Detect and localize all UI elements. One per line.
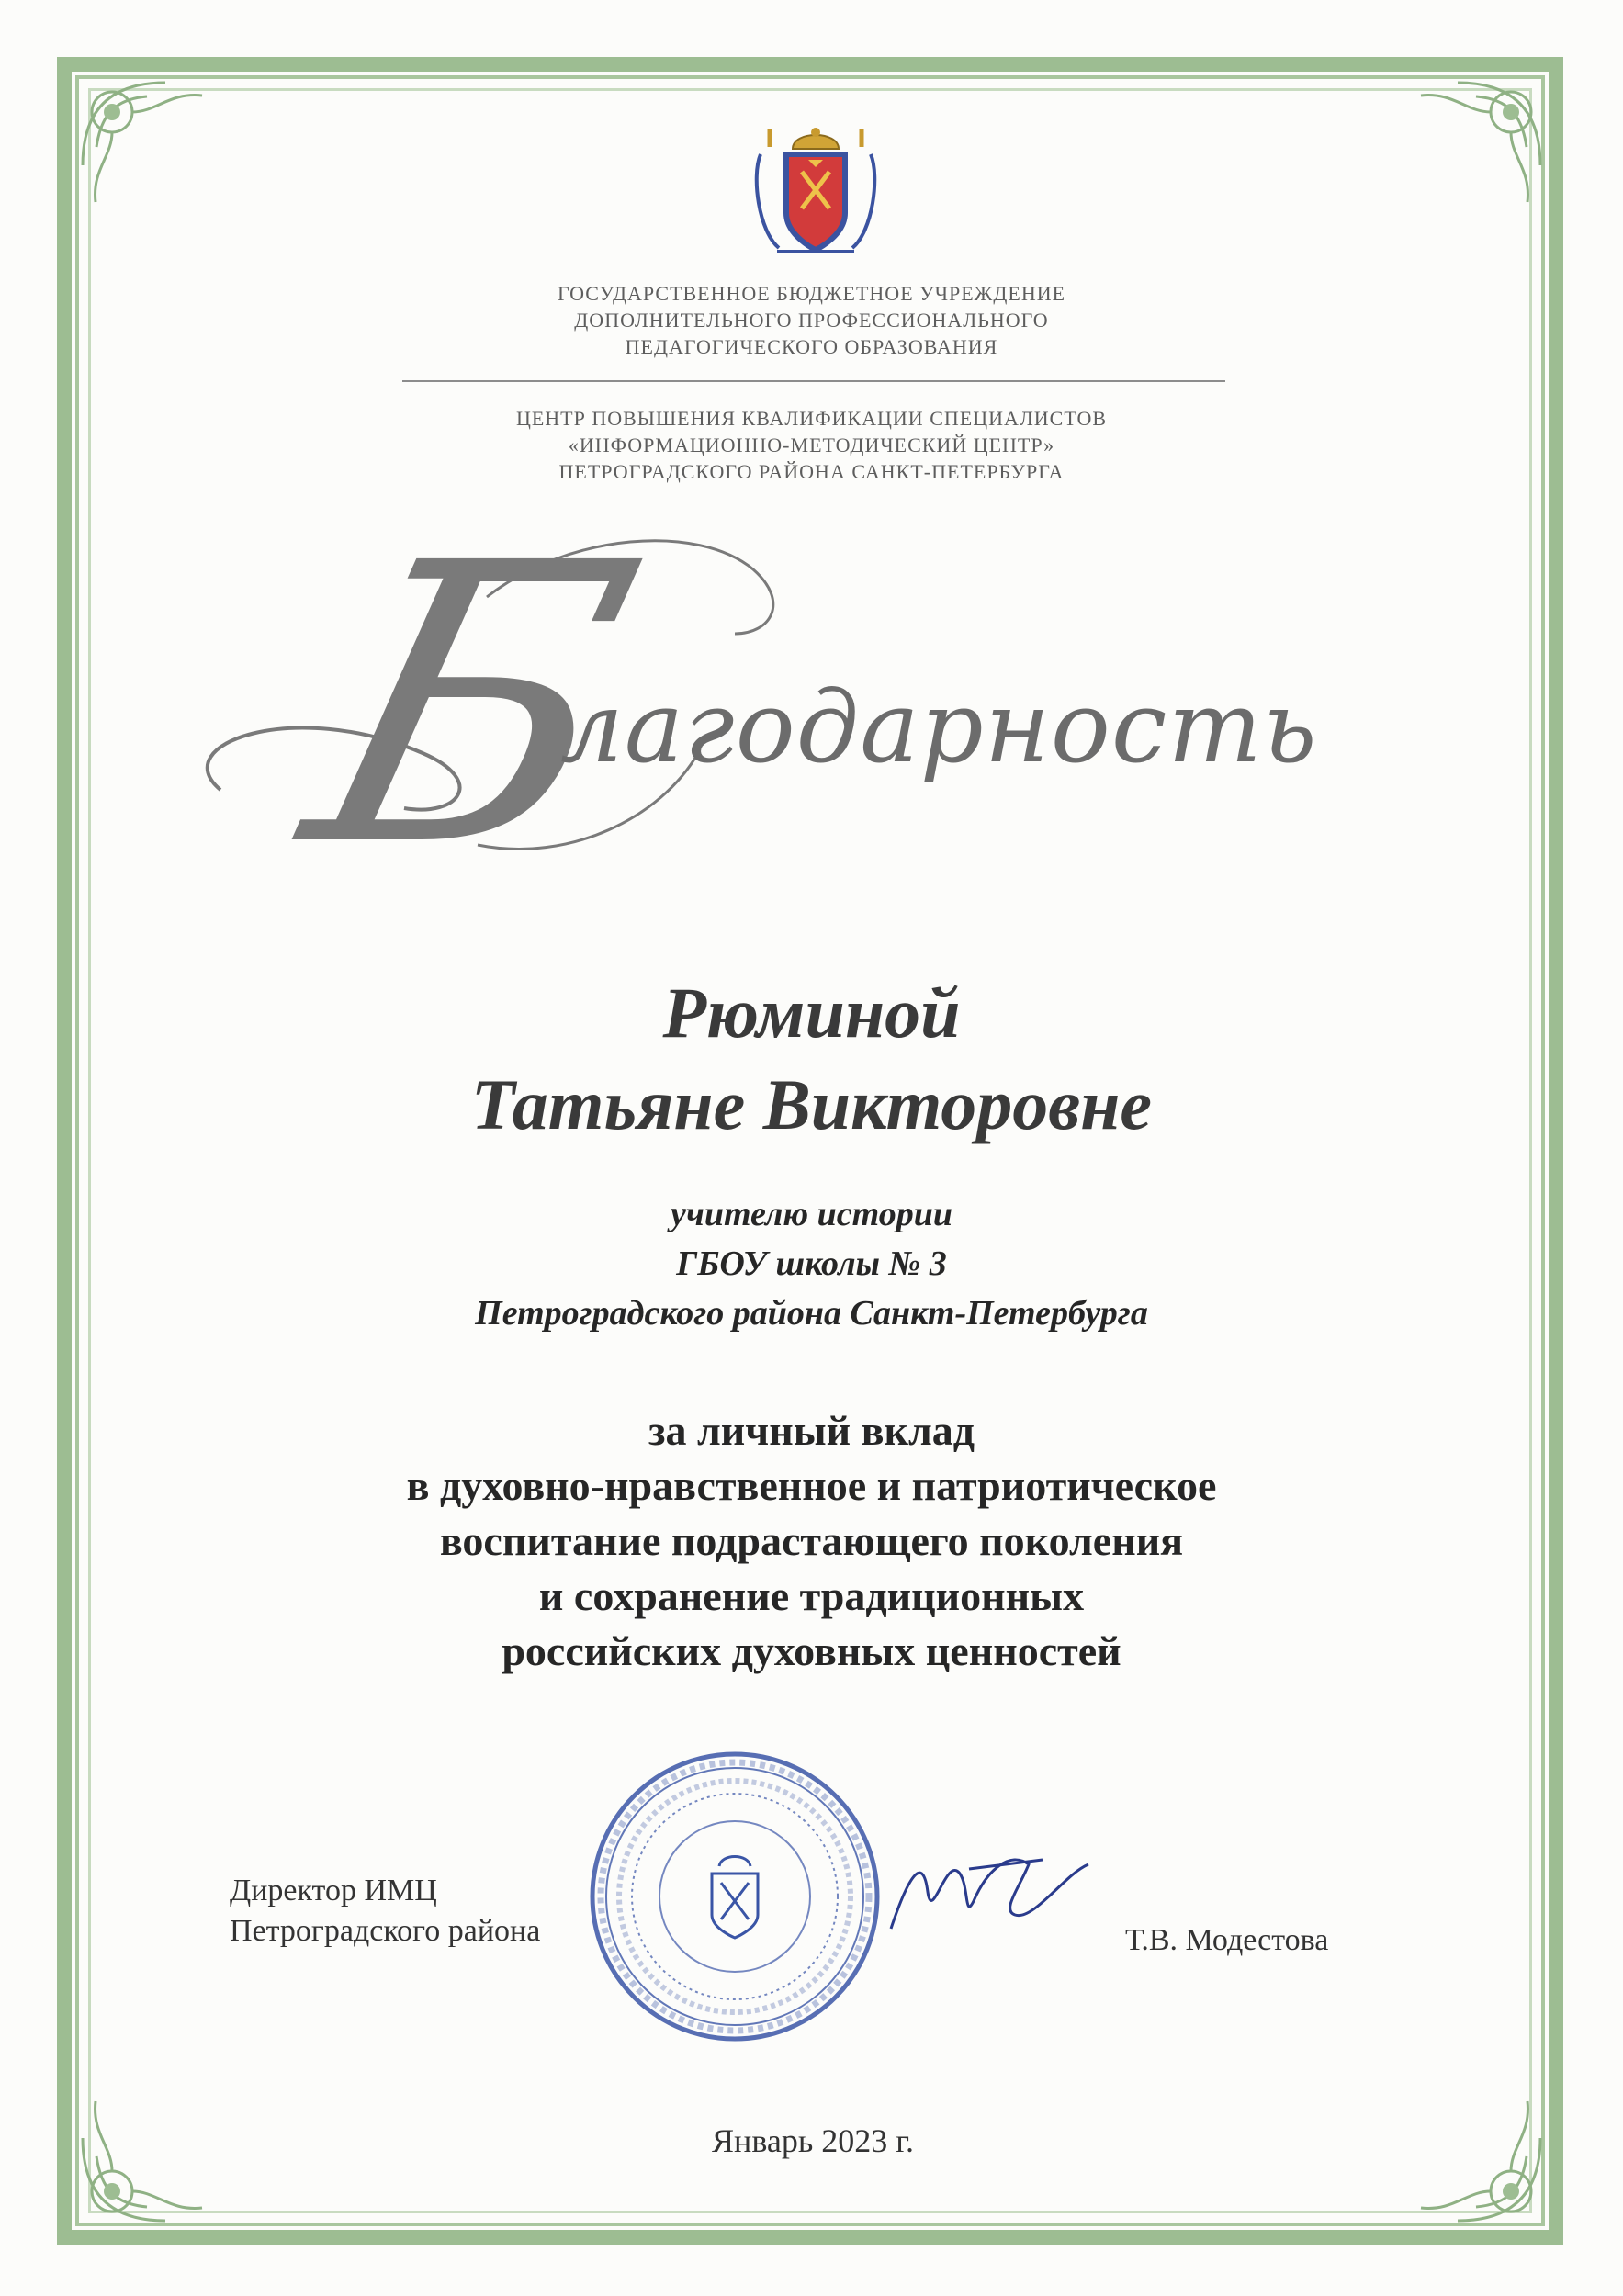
reason-line-2: в духовно-нравственное и патриотическое xyxy=(406,1462,1217,1509)
official-stamp-icon xyxy=(583,1745,886,2048)
organization-header xyxy=(276,280,1347,360)
org-line-4: ЦЕНТР ПОВЫШЕНИЯ КВАЛИФИКАЦИИ СПЕЦИАЛИСТОВ xyxy=(515,407,1108,430)
org-line-3: ПЕДАГОГИЧЕСКОГО ОБРАЗОВАНИЯ xyxy=(625,335,998,358)
org-line-5: «ИНФОРМАЦИОННО-МЕТОДИЧЕСКИЙ ЦЕНТР» xyxy=(568,433,1055,456)
org-line-1: ГОСУДАРСТВЕННОЕ БЮДЖЕТНОЕ УЧРЕЖДЕНИЕ xyxy=(557,282,1066,305)
reason-line-1: за личный вклад xyxy=(648,1407,975,1454)
org-line-2: ДОПОЛНИТЕЛЬНОГО ПРОФЕССИОНАЛЬНОГО xyxy=(574,309,1049,332)
title-text: лагодарность xyxy=(560,670,1318,785)
signatory-title-2: Петроградского района xyxy=(230,1914,541,1948)
corner-ornament-icon xyxy=(55,2028,276,2248)
issue-date: Январь 2023 г. xyxy=(712,2122,914,2159)
title-capital: Б xyxy=(275,482,671,931)
reason-line-5: российских духовных ценностей xyxy=(502,1627,1121,1674)
signatory-name: Т.В. Модестова xyxy=(1125,1923,1329,1957)
org-line-6: ПЕТРОГРАДСКОГО РАЙОНА САНКТ-ПЕТЕРБУРГА xyxy=(558,460,1065,483)
reason-line-3: воспитание подрастающего поколения xyxy=(439,1517,1184,1564)
center-header xyxy=(276,405,1347,485)
corner-ornament-icon xyxy=(1347,55,1568,276)
position-line-1: учителю истории xyxy=(671,1195,952,1233)
corner-ornament-icon xyxy=(55,55,276,276)
header-divider xyxy=(402,380,1225,382)
position-line-3: Петроградского района Санкт-Петербурга xyxy=(475,1294,1148,1333)
handwritten-signature-icon xyxy=(882,1837,1093,1947)
recipient-surname: Рюминой xyxy=(662,973,961,1052)
reason-line-4: и сохранение традиционных xyxy=(538,1572,1085,1619)
signatory-title-1: Директор ИМЦ xyxy=(230,1874,437,1908)
coat-of-arms-icon xyxy=(751,121,880,259)
position-line-2: ГБОУ школы № 3 xyxy=(676,1244,947,1283)
recipient-name: Татьяне Викторовне xyxy=(470,1064,1153,1144)
corner-ornament-icon xyxy=(1347,2028,1568,2248)
